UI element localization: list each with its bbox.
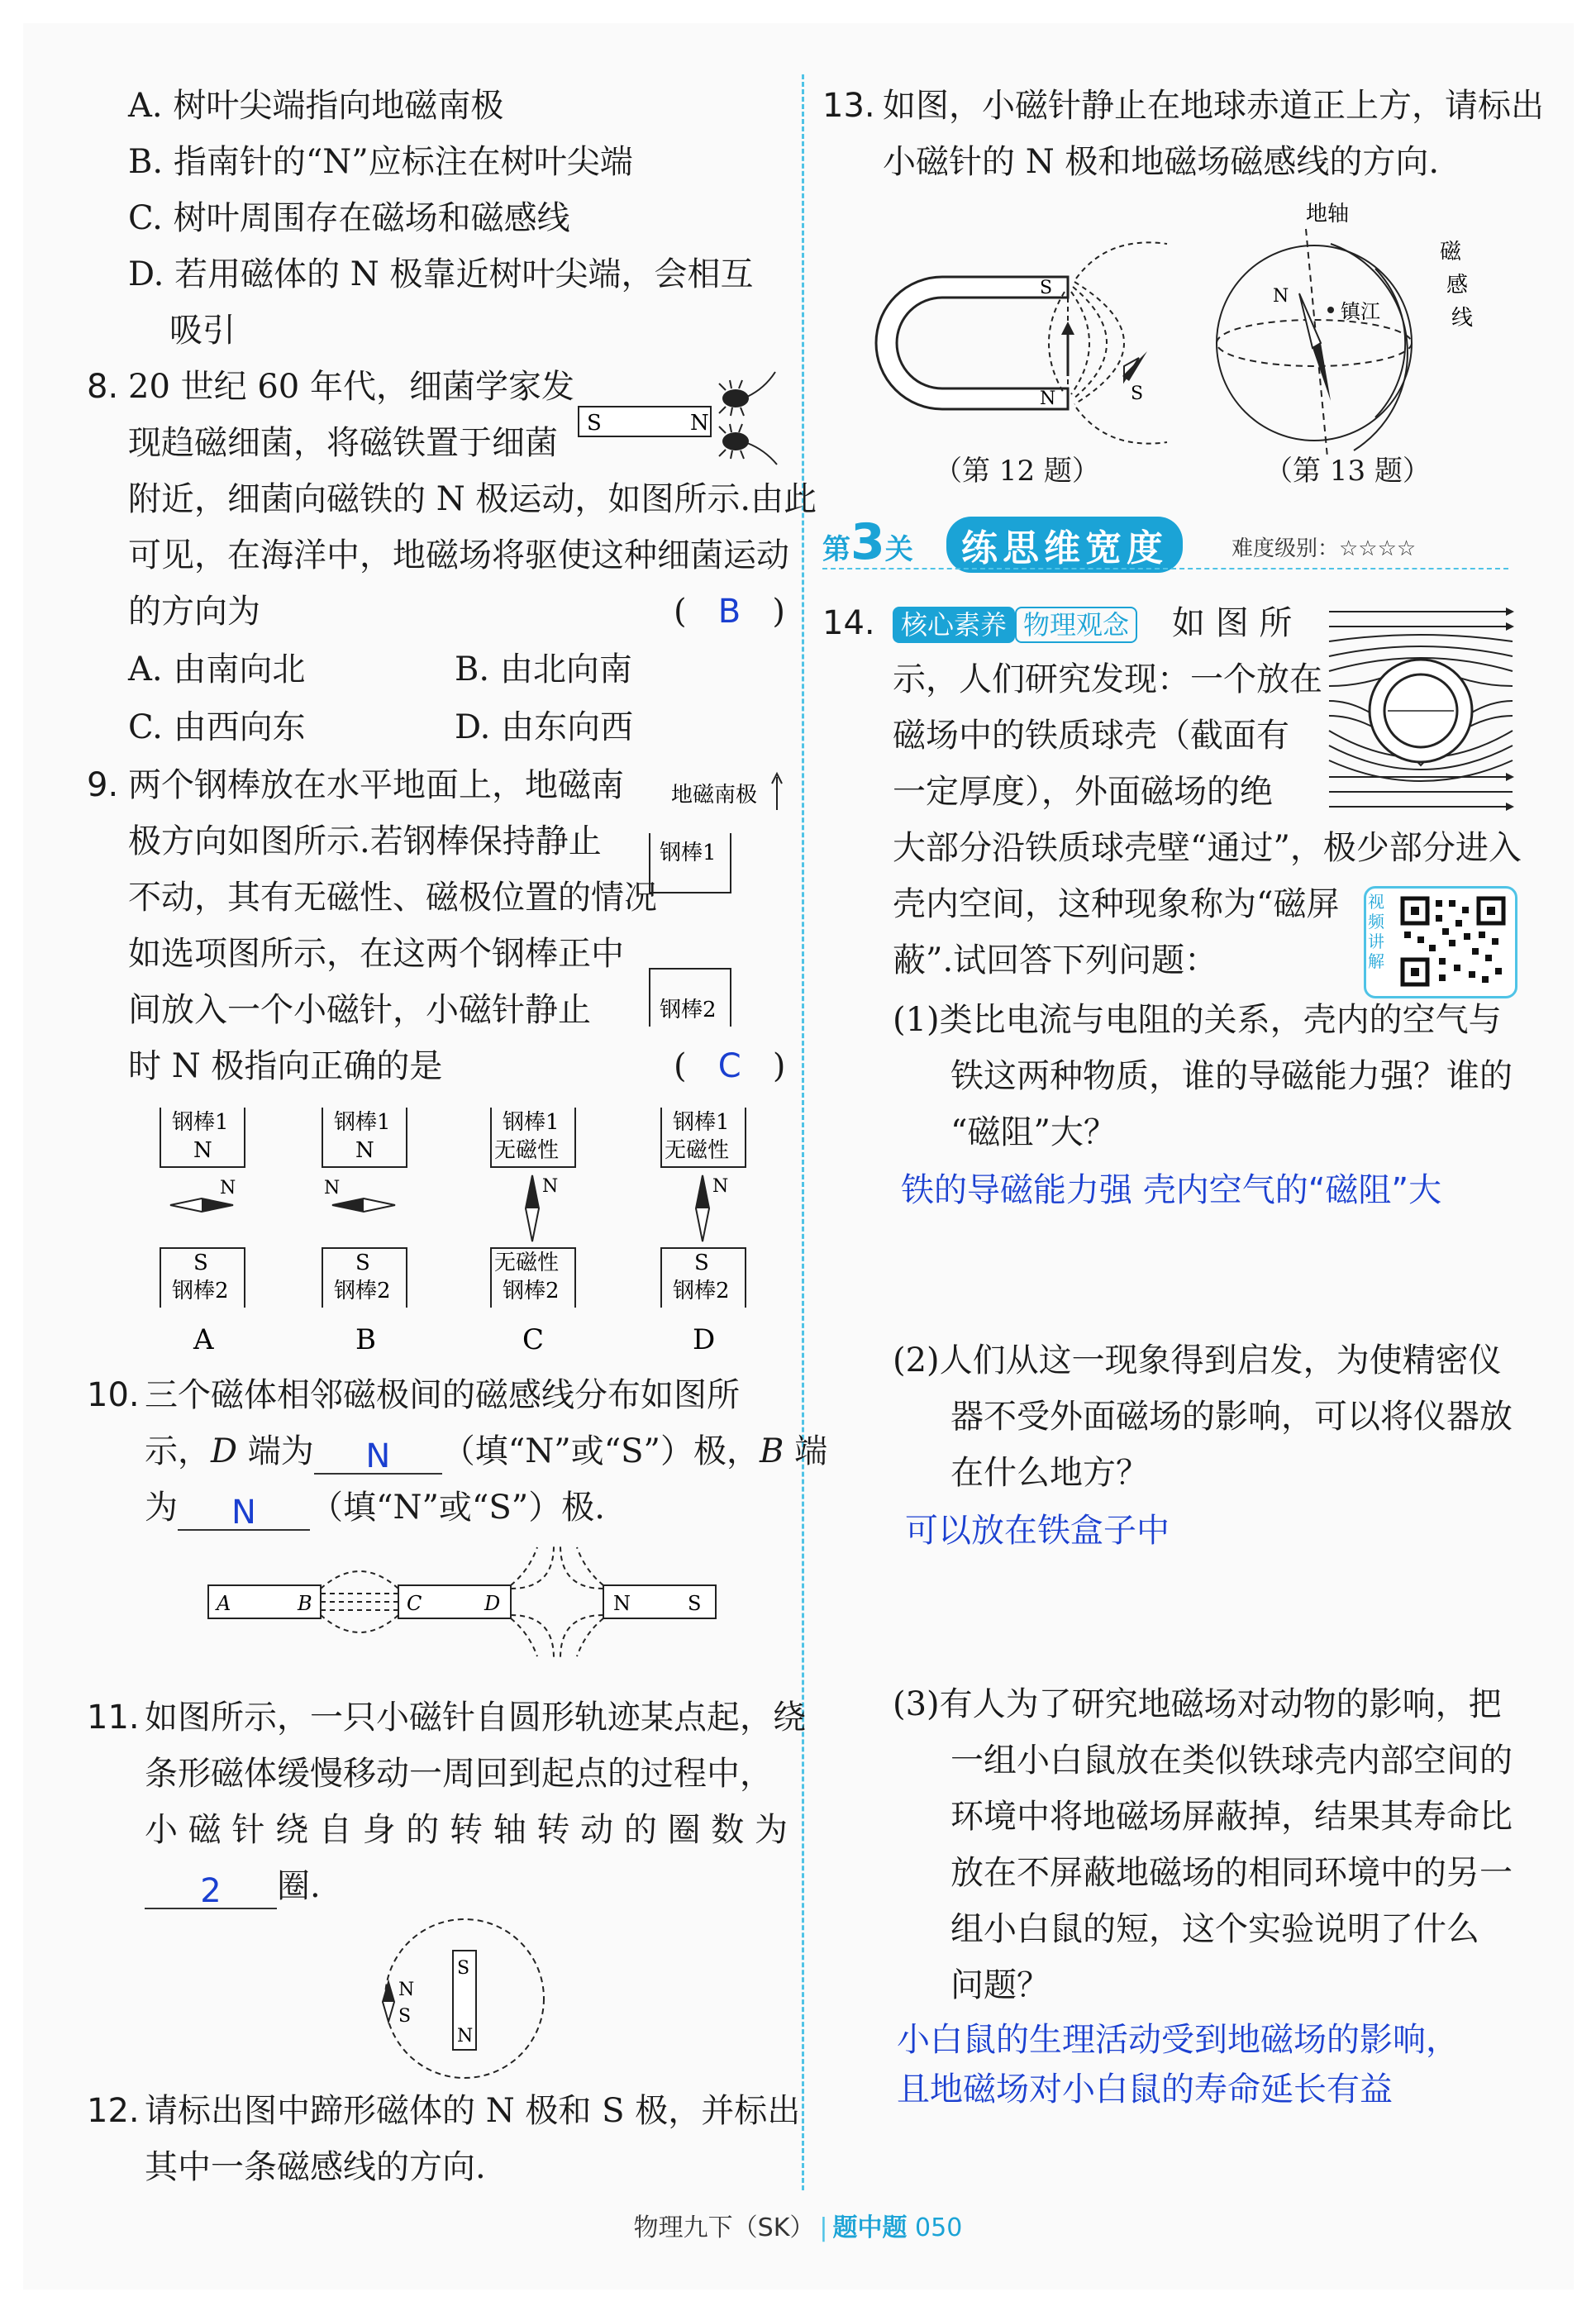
section-banner — [822, 508, 1508, 574]
q9-rod2-label: 钢棒2 — [660, 998, 717, 1022]
footer-brand: 题中题 — [832, 2213, 908, 2242]
q8-option-a: A. 由南向北 — [128, 650, 306, 689]
arrow-right-icons — [1506, 608, 1514, 811]
q9-option-b-figure — [322, 1108, 407, 1356]
svg-text:N: N — [193, 1138, 212, 1163]
svg-text:钢棒1: 钢棒1 — [172, 1110, 229, 1135]
q9-rod1-label: 钢棒1 — [660, 841, 717, 865]
q8-answer: B — [717, 593, 741, 631]
q8-text-1: 20 世纪 60 年代，细菌学家发 — [128, 368, 574, 406]
q11-text-2: 条形磁体缓慢移动一周回到起点的过程中， — [145, 1755, 773, 1793]
svg-text:S: S — [193, 1251, 208, 1275]
svg-text:N: N — [457, 2026, 474, 2047]
q11-number: 11. — [87, 1699, 140, 1737]
q9-text-4: 如选项图所示，在这两个钢棒正中 — [128, 935, 624, 973]
q13-text-2: 小磁针的 N 极和地磁场磁感线的方向. — [883, 143, 1440, 181]
svg-text:无磁性: 无磁性 — [494, 1138, 560, 1163]
q13-caption: （第 13 题） — [1265, 455, 1431, 488]
q10-answer-2: N — [231, 1494, 256, 1532]
svg-text:钢棒2: 钢棒2 — [673, 1279, 730, 1303]
svg-text:镇江: 镇江 — [1341, 300, 1380, 323]
svg-text:S: S — [1131, 384, 1144, 404]
q9-text-5: 间放入一个小磁针，小磁针静止 — [128, 991, 591, 1029]
q12-text-2: 其中一条磁感线的方向. — [145, 2148, 486, 2186]
svg-text:B: B — [298, 1592, 312, 1615]
svg-text:C: C — [407, 1592, 422, 1615]
q14-part2-line1: (2)人们从这一现象得到启发，为使精密仪 — [893, 1341, 1502, 1379]
q12-figure — [860, 219, 1174, 467]
q14-tag-concept: 物理观念 — [1015, 607, 1137, 643]
q14-text-6: 壳内空间，这种现象称为“磁屏 — [893, 885, 1340, 923]
svg-text:A: A — [217, 1592, 231, 1615]
q10-number: 10. — [87, 1376, 140, 1414]
q8-option-c: C. 由西向东 — [128, 708, 306, 746]
q9-answer: C — [717, 1047, 741, 1085]
q10-text-3: 为 N （填“N”或“S”）极. — [145, 1489, 605, 1532]
q14-part2-line2: 器不受外面磁场的影响，可以将仪器放 — [950, 1398, 1513, 1436]
q9-option-c-figure — [491, 1108, 575, 1356]
svg-text:N: N — [355, 1138, 374, 1163]
section-title: 练思维宽度 — [946, 517, 1183, 573]
q14-answer-3-line1: 小白鼠的生理活动受到地磁场的影响， — [897, 2021, 1459, 2059]
section-level: 第3关 — [822, 513, 913, 571]
q14-number: 14. — [822, 604, 875, 642]
q13-number: 13. — [822, 87, 875, 125]
svg-text:S: S — [694, 1251, 709, 1275]
q9-options-figure — [141, 1099, 769, 1364]
q9-figure — [645, 769, 785, 1033]
q9-option-d-figure — [661, 1108, 746, 1356]
q9-answer-paren: ( C ) — [674, 1047, 786, 1085]
svg-text:钢棒2: 钢棒2 — [503, 1279, 560, 1303]
q10-text-2: 示，D 端为 N （填“N”或“S”）极，B 端 — [145, 1432, 828, 1475]
footer-subject: 物理九下（SK） — [633, 2213, 815, 2242]
q10-answer-1: N — [365, 1437, 391, 1475]
q10-figure — [198, 1537, 727, 1661]
city-dot-icon — [1327, 307, 1334, 313]
q9-number: 9. — [87, 766, 119, 804]
svg-text:S: S — [457, 1958, 470, 1979]
q10-blank-2[interactable] — [178, 1489, 310, 1531]
video-label: 视 频 讲 解 — [1368, 892, 1384, 971]
q14-text-7: 蔽”.试回答下列问题： — [893, 941, 1218, 979]
q11-answer: 2 — [200, 1872, 222, 1910]
q9-option-a-figure — [160, 1108, 245, 1356]
q9-text-3: 不动，其有无磁性、磁极位置的情况 — [128, 879, 657, 917]
q14-part3-line2: 一组小白鼠放在类似铁球壳内部空间的 — [950, 1742, 1513, 1780]
q8-figure — [570, 364, 785, 471]
svg-text:D: D — [484, 1592, 501, 1615]
svg-text:S: S — [1040, 278, 1053, 298]
svg-text:N: N — [1040, 388, 1056, 409]
q9-text-6: 时 N 极指向正确的是 — [128, 1047, 443, 1085]
svg-text:N: N — [542, 1176, 559, 1197]
svg-text:磁: 磁 — [1440, 240, 1462, 264]
svg-text:N: N — [1273, 286, 1289, 307]
q14-part1-line3: “磁阻”大？ — [950, 1113, 1117, 1151]
q14-part3-line5: 组小白鼠的短，这个实验说明了什么 — [950, 1910, 1479, 1948]
q8-magnet-n: N — [690, 411, 709, 436]
svg-text:地轴: 地轴 — [1306, 202, 1350, 226]
q14-text-1: 如 图 所 — [1172, 604, 1293, 642]
q14-part3-line4: 放在不屏蔽地磁场的相同环境中的另一 — [950, 1854, 1513, 1892]
section-difficulty: 难度级别：☆☆☆☆ — [1232, 536, 1417, 561]
q7-option-d-cont: 吸引 — [169, 312, 236, 350]
q14-part3-line6: 问题？ — [950, 1966, 1050, 2004]
q7-option-a: A. 树叶尖端指向地磁南极 — [128, 87, 504, 125]
q12-number: 12. — [87, 2092, 140, 2130]
svg-text:钢棒1: 钢棒1 — [673, 1110, 730, 1135]
svg-text:N: N — [398, 1980, 415, 2000]
q14-answer-3-line2: 且地磁场对小白鼠的寿命延长有益 — [897, 2070, 1393, 2108]
svg-text:感: 感 — [1446, 273, 1469, 298]
q12-text-1: 请标出图中蹄形磁体的 N 极和 S 极，并标出 — [145, 2092, 801, 2130]
q7-option-b: B. 指南针的“N”应标注在树叶尖端 — [128, 143, 633, 181]
q8-option-b: B. 由北向南 — [455, 650, 632, 689]
q14-text-5: 大部分沿铁质球壳壁“通过”，极少部分进入 — [893, 829, 1522, 867]
bacteria-icon — [719, 372, 775, 416]
svg-text:S: S — [398, 2006, 412, 2027]
svg-text:钢棒1: 钢棒1 — [503, 1110, 560, 1135]
q11-text-1: 如图所示，一只小磁针自圆形轨迹某点起，绕 — [145, 1699, 806, 1737]
q14-text-3: 磁场中的铁质球壳（截面有 — [893, 717, 1289, 755]
svg-text:钢棒2: 钢棒2 — [172, 1279, 229, 1303]
svg-text:钢棒2: 钢棒2 — [334, 1279, 391, 1303]
q14-part1-line2: 铁这两种物质，谁的导磁能力强？谁的 — [950, 1057, 1513, 1095]
section-underline — [822, 568, 1508, 569]
column-divider — [802, 74, 804, 2190]
q9-direction-label: 地磁南极 — [671, 783, 758, 808]
q9-option-a-label: A — [193, 1323, 214, 1356]
q10-blank-1[interactable] — [314, 1433, 442, 1475]
q7-option-d: D. 若用磁体的 N 极靠近树叶尖端，会相互 — [128, 255, 754, 293]
svg-text:线: 线 — [1451, 306, 1474, 331]
q11-text-3: 小 磁 针 绕 自 身 的 转 轴 转 动 的 圈 数 为 — [145, 1811, 788, 1849]
qr-code-icon — [1399, 895, 1507, 988]
q14-part3-line3: 环境中将地磁场屏蔽掉，结果其寿命比 — [950, 1798, 1513, 1836]
svg-text:无磁性: 无磁性 — [665, 1138, 730, 1163]
q13-text-1: 如图，小磁针静止在地球赤道正上方，请标出 — [883, 87, 1544, 125]
q14-part1-line1: (1)类比电流与电阻的关系，壳内的空气与 — [893, 1001, 1502, 1039]
q7-option-c: C. 树叶周围存在磁场和磁感线 — [128, 199, 570, 237]
q9-text-1: 两个钢棒放在水平地面上，地磁南 — [128, 766, 624, 804]
q14-part2-line3: 在什么地方？ — [950, 1454, 1149, 1492]
q14-figure — [1326, 603, 1516, 818]
q8-text-2: 现趋磁细菌，将磁铁置于细菌 — [128, 424, 558, 462]
q8-magnet-s: S — [587, 411, 602, 436]
q14-text-4: 一定厚度），外面磁场的绝 — [893, 773, 1273, 811]
q8-option-d: D. 由东向西 — [455, 708, 634, 746]
q9-text-2: 极方向如图所示.若钢棒保持静止 — [128, 822, 602, 860]
q9-option-b-label: B — [355, 1323, 376, 1356]
svg-text:N: N — [613, 1592, 631, 1615]
q8-answer-paren: ( B ) — [674, 593, 785, 631]
q14-tags — [893, 600, 1137, 646]
svg-text:N: N — [324, 1178, 341, 1198]
svg-text:S: S — [355, 1251, 370, 1275]
q14-text-2: 示，人们研究发现：一个放在 — [893, 660, 1322, 698]
q9-option-d-label: D — [693, 1323, 716, 1356]
page-footer: 物理九下（SK） | 题中题 050 — [633, 2213, 963, 2242]
q11-text-4: 2 圈. — [145, 1863, 321, 1909]
svg-text:钢棒1: 钢棒1 — [334, 1110, 391, 1135]
svg-text:N: N — [712, 1176, 729, 1197]
q14-answer-1: 铁的导磁能力强 壳内空气的“磁阻”大 — [901, 1171, 1442, 1209]
q13-figure — [1207, 194, 1537, 467]
bacteria-icon-2 — [719, 424, 777, 465]
video-qr-box[interactable] — [1364, 886, 1517, 998]
q12-caption: （第 12 题） — [934, 455, 1100, 488]
q10-text-1: 三个磁体相邻磁极间的磁感线分布如图所 — [145, 1376, 740, 1414]
svg-text:S: S — [688, 1592, 702, 1615]
q9-option-c-label: C — [522, 1323, 545, 1356]
q14-answer-2: 可以放在铁盒子中 — [905, 1512, 1170, 1550]
q8-text-4: 可见，在海洋中，地磁场将驱使这种细菌运动 — [128, 536, 789, 574]
q8-text-3: 附近，细菌向磁铁的 N 极运动，如图所示.由此 — [128, 480, 817, 518]
q8-number: 8. — [87, 368, 119, 406]
q14-part3-line1: (3)有人为了研究地磁场对动物的影响，把 — [893, 1685, 1502, 1723]
field-line-arc — [1331, 244, 1408, 450]
svg-text:N: N — [220, 1178, 236, 1198]
q11-blank[interactable] — [145, 1868, 277, 1909]
q14-tag-core: 核心素养 — [893, 607, 1015, 643]
q12-field-lines — [1049, 242, 1167, 443]
page-number: 050 — [915, 2213, 963, 2242]
q8-text-5: 的方向为 — [128, 593, 260, 631]
q11-figure — [372, 1916, 554, 2081]
svg-text:无磁性: 无磁性 — [494, 1251, 560, 1275]
